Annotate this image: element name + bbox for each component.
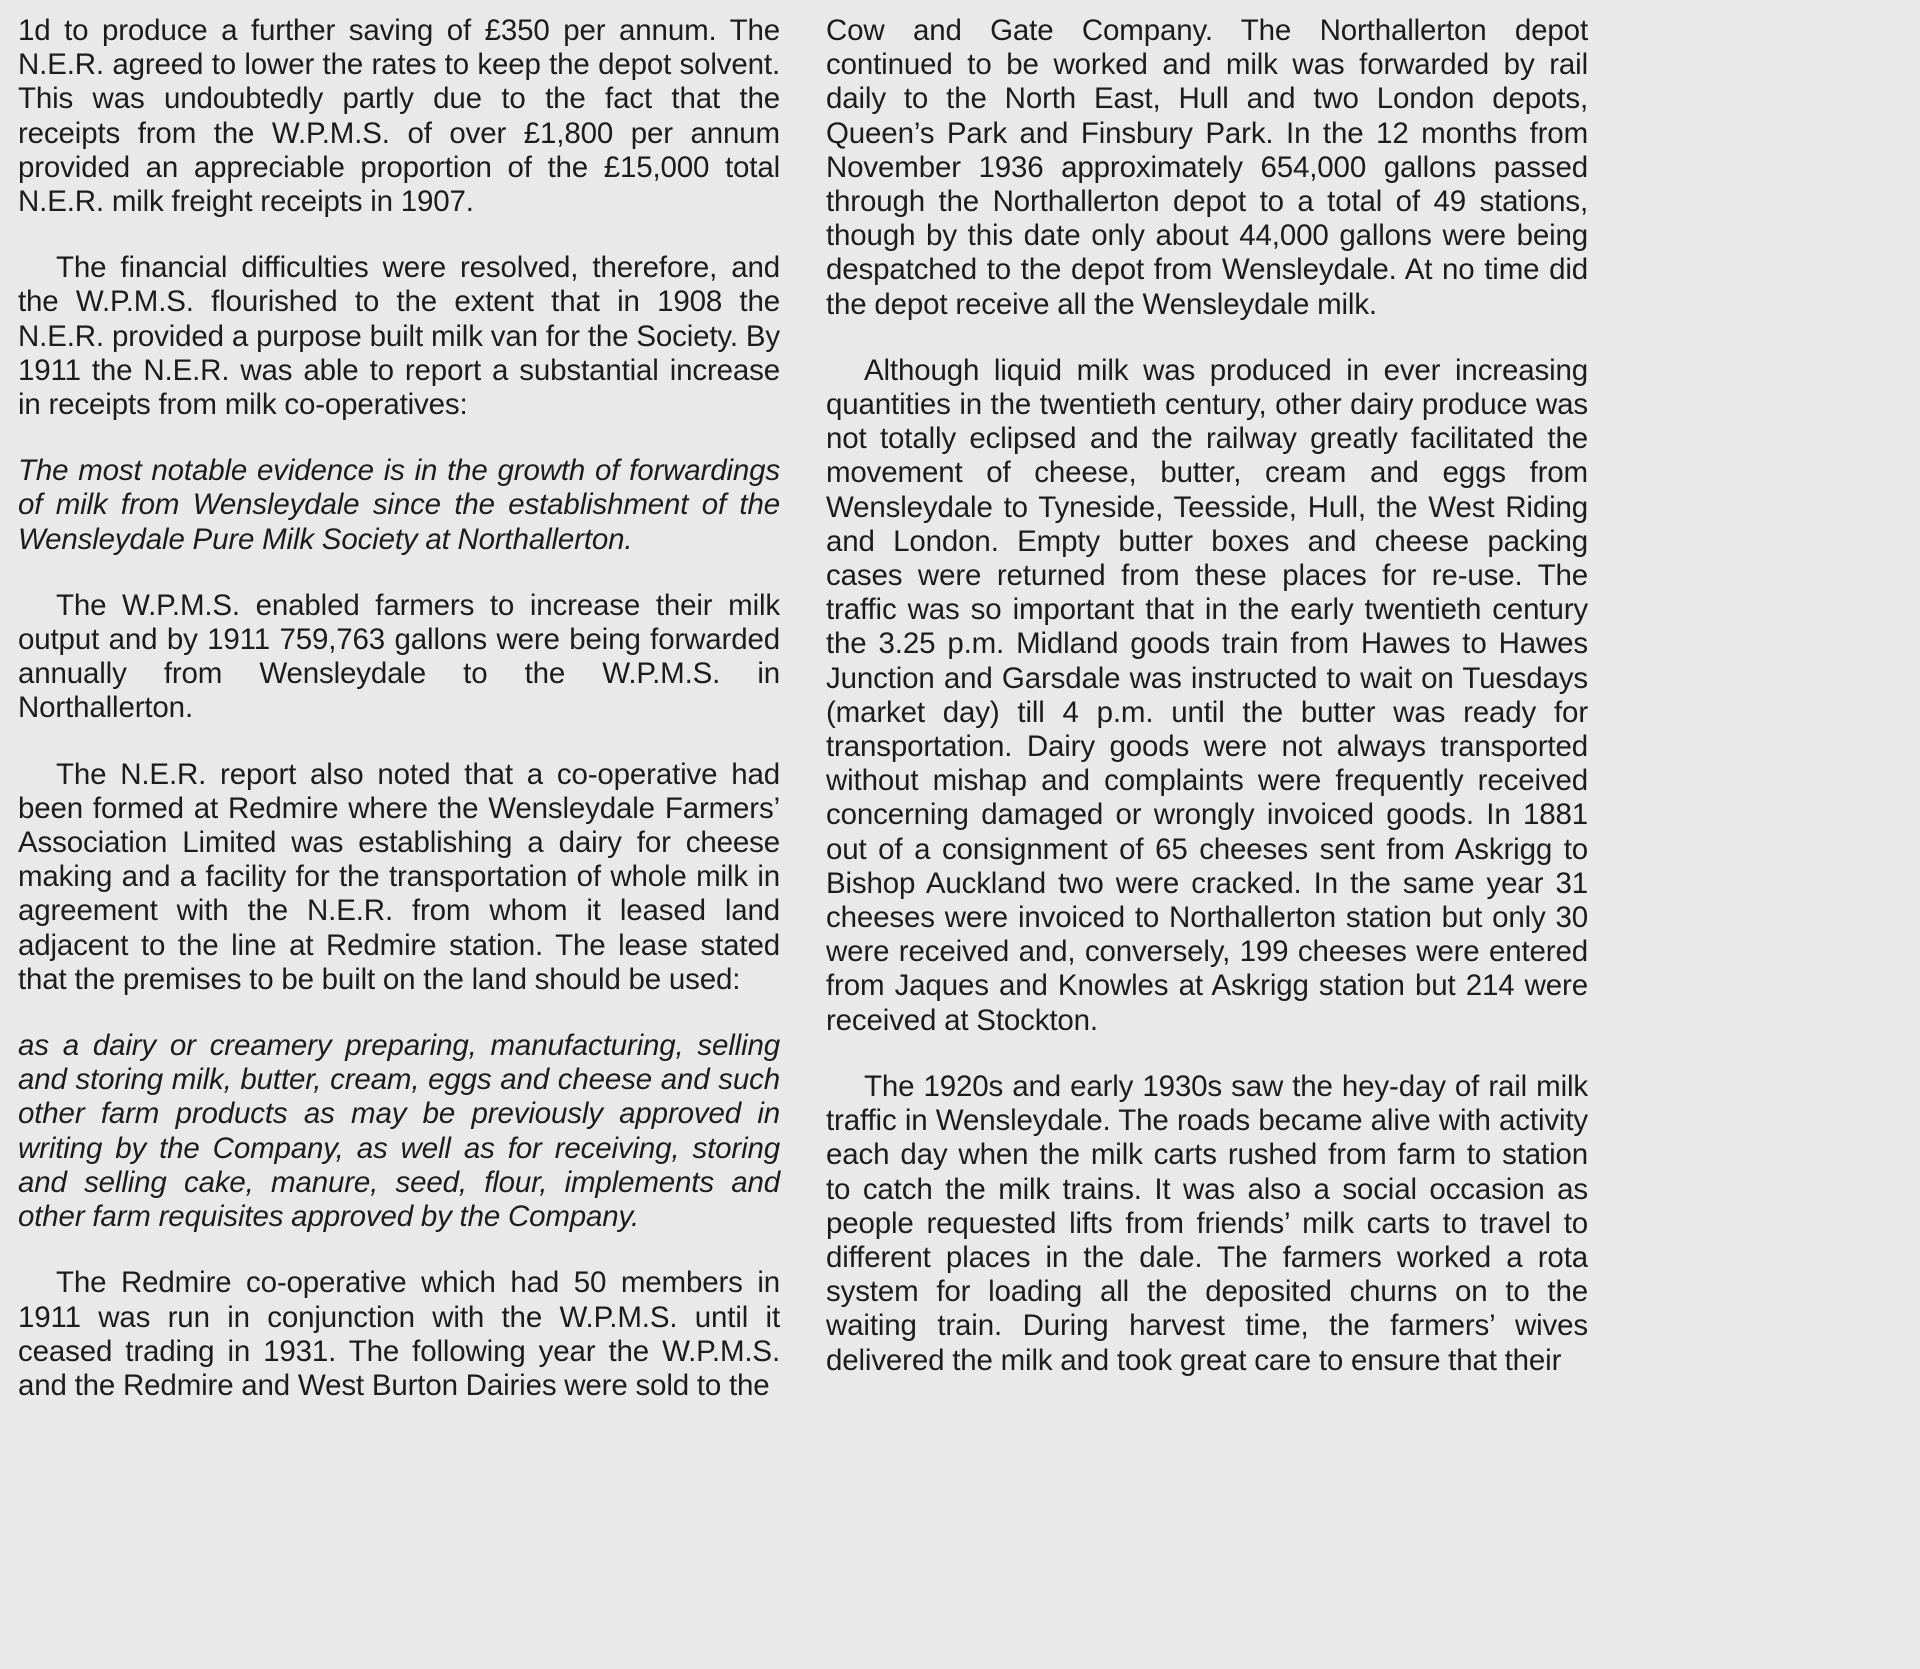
- paragraph-redmire-co-operative-formed: The N.E.R. report also noted that a co-operative had been formed at Redmire where the Wensleydale Farmers’ Association Limited was establishing a dairy for cheese making and a facility for the transportation of whole milk in agreement with the N.E.R. from whom it leased land adjacent to the line at Redmire station. The lease stated that the premises to be built on the land should be used:: [18, 757, 780, 996]
- block-quote-ner-report: The most notable evidence is in the growth of forwardings of milk from Wensleydale since the establishment of the Wensleydale Pure Milk Society at Northallerton.: [18, 454, 780, 556]
- paragraph-continued-from-previous-page: 1d to produce a further saving of £350 per annum. The N.E.R. agreed to lower the rates to keep the depot solvent. This was undoubtedly partly due to the fact that the receipts from the W.P.M.S. of over £1,800 per annum provided an appreciable proportion of the £15,000 total N.E.R. milk freight receipts in 1907.: [18, 14, 780, 219]
- block-quote-lease-terms: as a dairy or creamery preparing, manufacturing, selling and storing milk, butter, cream, eggs and cheese and such other farm products as may be previously approved in writing by the Company, as well as for receiving, storing and selling cake, manure, seed, flour, implements and other farm requisites approved by the Company.: [18, 1029, 780, 1234]
- paragraph-cow-and-gate-depot: Cow and Gate Company. The Northallerton depot continued to be worked and milk was forwarded by rail daily to the North East, Hull and two London depots, Queen’s Park and Finsbury Park. In the 12 months from November 1936 approximately 654,000 gallons passed through the Northallerton depot to a total of 49 stations, though by this date only about 44,000 gallons were being despatched to the depot from Wensleydale. At no time did the depot receive all the Wensleydale milk.: [826, 14, 1588, 321]
- paragraph-heyday-of-rail-milk: The 1920s and early 1930s saw the hey-day of rail milk traffic in Wensleydale. The roads became alive with activity each day when the milk carts rushed from farm to station to catch the milk trains. It was also a social occasion as people requested lifts from friends’ milk carts to travel to different places in the dale. The farmers worked a rota system for loading all the deposited churns on to the waiting train. During harvest time, the farmers’ wives delivered the milk and took great care to ensure that their: [826, 1069, 1588, 1377]
- paragraph-wpms-enabled-farmers: The W.P.M.S. enabled farmers to increase their milk output and by 1911 759,763 gallons were being forwarded annually from Wensleydale to the W.P.M.S. in Northallerton.: [18, 588, 780, 725]
- paragraph-financial-difficulties: The financial difficulties were resolved, therefore, and the W.P.M.S. flourished to the extent that in 1908 the N.E.R. provided a purpose built milk van for the Society. By 1911 the N.E.R. was able to report a substantial increase in receipts from milk co-operatives:: [18, 251, 780, 422]
- left-column: [18, 14, 780, 1403]
- paragraph-redmire-co-operative-members: The Redmire co-operative which had 50 members in 1911 was run in conjunction with the W.P.M.S. until it ceased trading in 1931. The following year the W.P.M.S. and the Redmire and West Burton Dairies were sold to the: [18, 1266, 780, 1402]
- paragraph-dairy-produce-traffic: Although liquid milk was produced in ever increasing quantities in the twentieth century, other dairy produce was not totally eclipsed and the railway greatly facilitated the movement of cheese, butter, cream and eggs from Wensleydale to Tyneside, Teesside, Hull, the West Riding and London. Empty butter boxes and cheese packing cases were returned from these places for re-use. The traffic was so important that in the early twentieth century the 3.25 p.m. Midland goods train from Hawes to Hawes Junction and Garsdale was instructed to wait on Tuesdays (market day) till 4 p.m. until the butter was ready for transportation. Dairy goods were not always transported without mishap and complaints were frequently received concerning damaged or wrongly invoiced goods. In 1881 out of a consignment of 65 cheeses sent from Askrigg to Bishop Auckland two were cracked. In the same year 31 cheeses were invoiced to Northallerton station but only 30 were received and, conversely, 199 cheeses were entered from Jaques and Knowles at Askrigg station but 214 were received at Stockton.: [826, 353, 1588, 1037]
- right-column: [826, 14, 1588, 1378]
- two-column-layout: [18, 14, 1902, 1669]
